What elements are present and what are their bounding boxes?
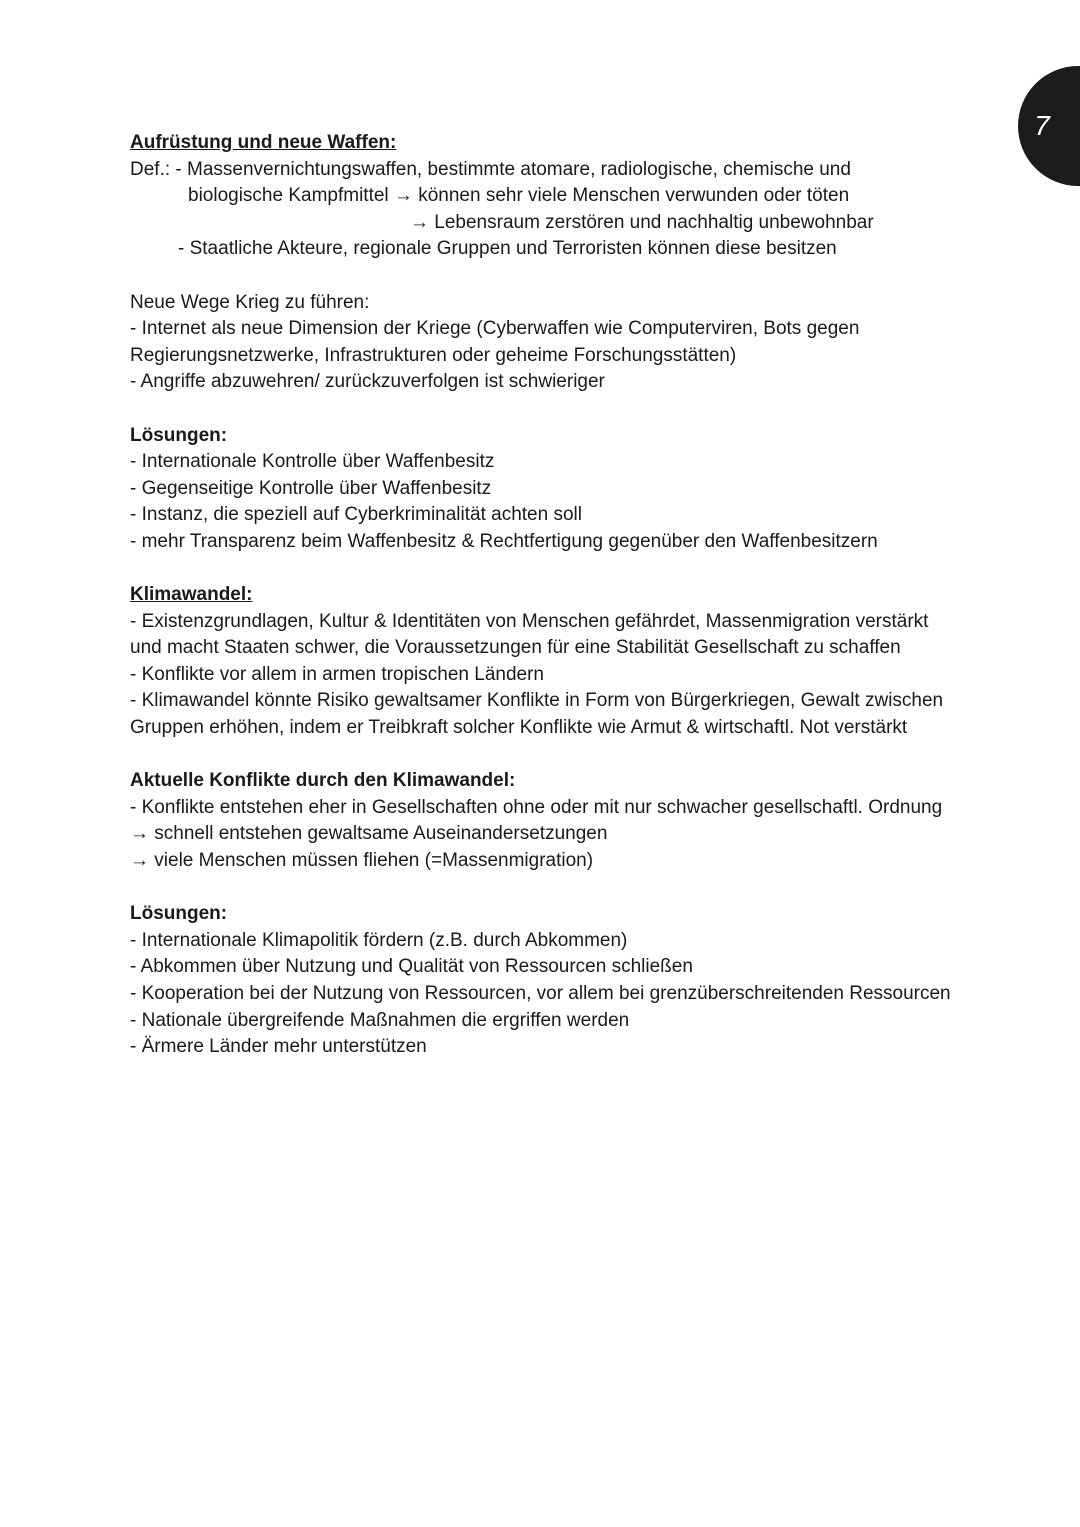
section-title-weapons: Aufrüstung und neue Waffen: (130, 132, 397, 153)
list-item: - Nationale übergreifende Maßnahmen die ergriffen werden (130, 1009, 630, 1031)
list-item: - Angriffe abzuwehren/ zurückzuverfolgen ist schwieriger (130, 371, 605, 393)
list-item: - Internet als neue Dimension der Kriege (Cyberwaffen wie Computerviren, Bots gegen Regierungsnetzwerke, Infrastrukturen oder geheime Forschungsstätten) (130, 318, 860, 366)
weapons-definition-line: biologische Kampfmittel → können sehr viele Menschen verwunden oder töten (188, 185, 850, 207)
weapons-definition-line: Def.: - Massenvernichtungswaffen, bestimmte atomare, radiologische, chemische und (130, 158, 851, 180)
document-body (130, 130, 960, 1061)
section-title-solutions: Lösungen: (130, 424, 228, 446)
list-item: - Kooperation bei der Nutzung von Ressourcen, vor allem bei grenzüberschreitenden Ressourcen (130, 983, 951, 1004)
list-item: - Internationale Kontrolle über Waffenbesitz (130, 451, 495, 473)
list-item: - Abkommen über Nutzung und Qualität von Ressourcen schließen (130, 956, 693, 978)
list-item: - Klimawandel könnte Risiko gewaltsamer Konflikte in Form von Bürgerkriegen, Gewalt zwischen Gruppen erhöhen, indem er Treibkraft solcher Konflikte wie Armut & wirtschaftl. Not verstärkt (130, 690, 944, 739)
section-title-new-ways: Neue Wege Krieg zu führen: (130, 291, 370, 313)
section-title-solutions: Lösungen: (130, 903, 228, 925)
list-item: → viele Menschen müssen fliehen (=Massenmigration) (130, 850, 594, 872)
list-item: - Gegenseitige Kontrolle über Waffenbesitz (130, 477, 492, 499)
list-item: - Instanz, die speziell auf Cyberkriminalität achten soll (130, 504, 582, 526)
page-number: 7 (1034, 110, 1050, 141)
list-item: - Existenzgrundlagen, Kultur & Identitäten von Menschen gefährdet, Massenmigration verstärkt und macht Staaten schwer, die Voraussetzungen für eine Stabilität Gesellschaft zu schaffen (130, 610, 929, 659)
weapons-definition-line: - Staatliche Akteure, regionale Gruppen und Terroristen können diese besitzen (178, 238, 837, 260)
section-title-climate: Klimawandel: (130, 584, 253, 606)
list-item: - Konflikte entstehen eher in Gesellschaften ohne oder mit nur schwacher gesellschaftl. Ordnung (130, 796, 943, 818)
list-item: - mehr Transparenz beim Waffenbesitz & Rechtfertigung gegenüber den Waffenbesitzern (130, 530, 878, 552)
list-item: - Internationale Klimapolitik fördern (z.B. durch Abkommen) (130, 929, 628, 951)
list-item: - Konflikte vor allem in armen tropischen Ländern (130, 663, 544, 685)
list-item: → schnell entstehen gewaltsame Auseinandersetzungen (130, 823, 608, 845)
list-item: - Ärmere Länder mehr unterstützen (130, 1036, 427, 1058)
weapons-definition-line: → Lebensraum zerstören und nachhaltig unbewohnbar (410, 211, 874, 233)
section-title-current-conflicts: Aktuelle Konflikte durch den Klimawandel: (130, 770, 516, 792)
